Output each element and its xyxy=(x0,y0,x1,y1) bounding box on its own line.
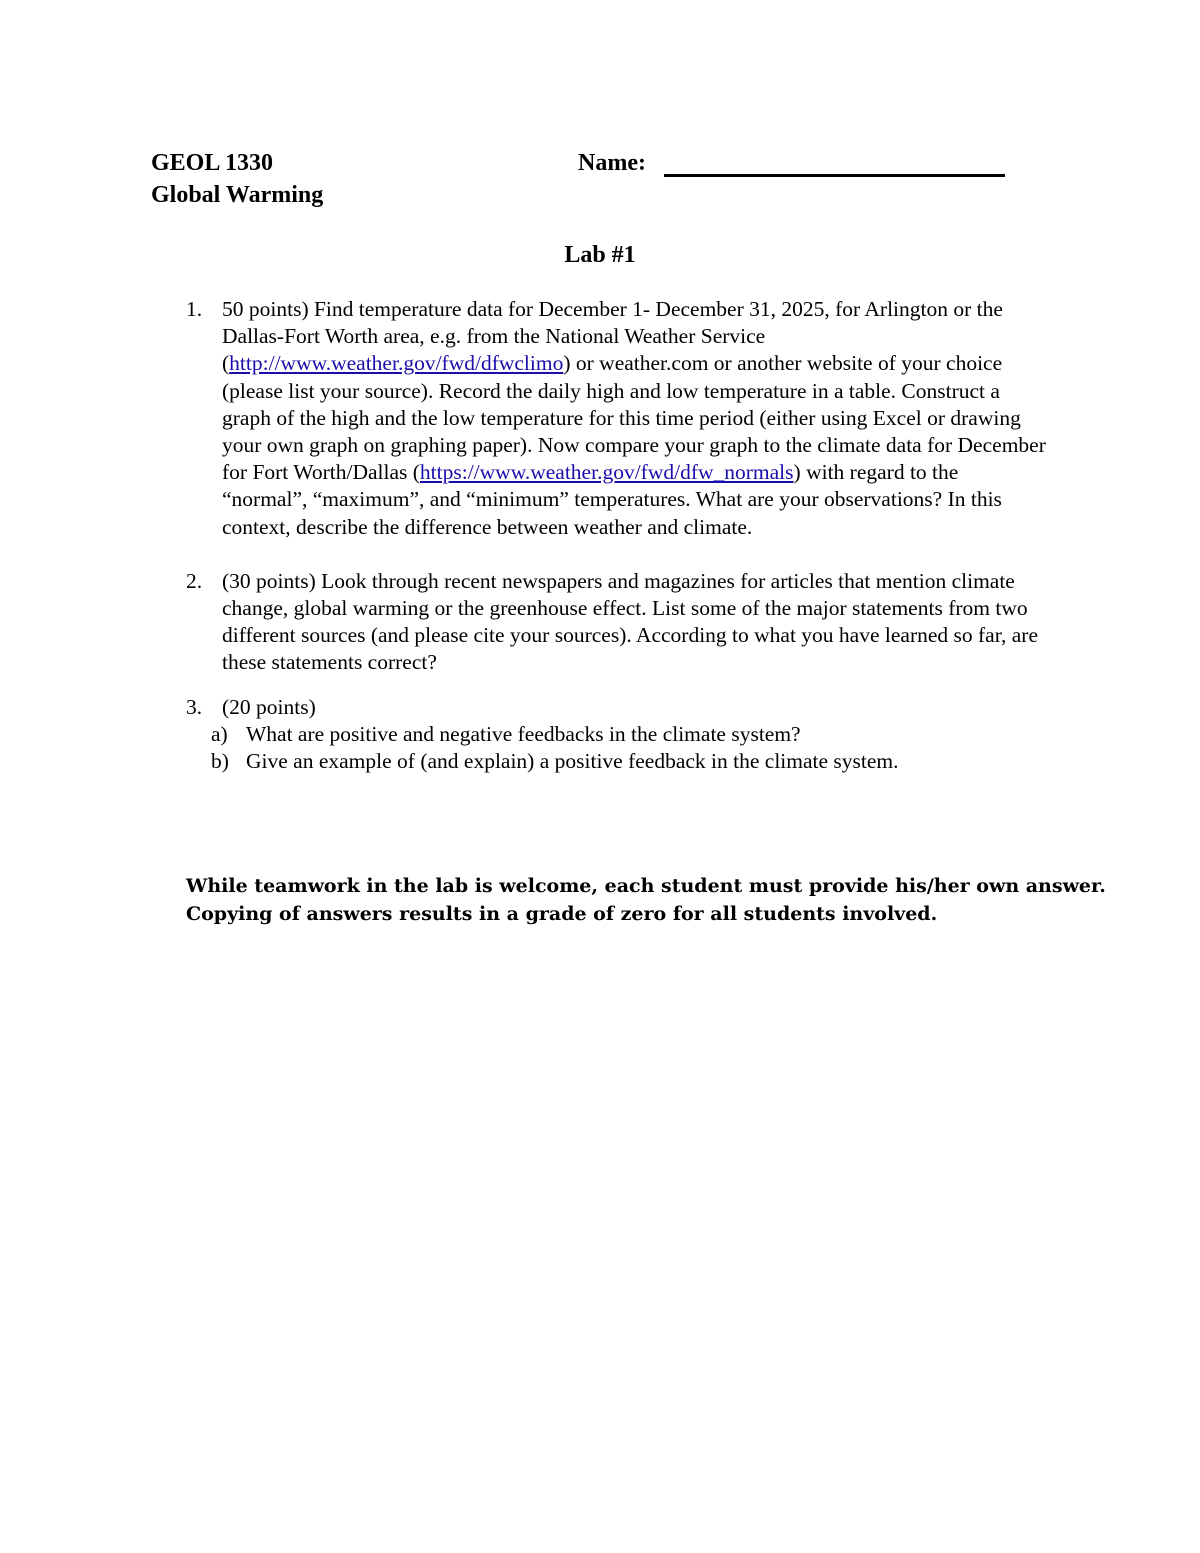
question-text: 50 points) Find temperature data for December 1- December 31, 2025, for Arlington or the Dallas-Fort Worth area, e.g. from the National Weather Service ( xyxy=(222,297,1003,376)
sub-question-a xyxy=(186,721,1046,748)
question-number: 1. xyxy=(186,297,203,321)
name-blank-line xyxy=(664,174,1005,177)
question-2 xyxy=(186,568,1046,677)
question-number: 3. xyxy=(186,694,203,719)
notice-line: While teamwork in the lab is welcome, each student must provide his/her own answer. xyxy=(186,875,1106,897)
question-list xyxy=(186,296,1046,775)
question-3 xyxy=(186,694,1046,776)
question-text: (20 points) xyxy=(222,694,316,719)
question-1 xyxy=(186,296,1046,541)
name-label: Name: xyxy=(578,150,646,176)
teamwork-notice xyxy=(186,873,1106,928)
course-title: Global Warming xyxy=(151,182,324,208)
question-text: ) or weather.com or another website of your choice (please list your source). Record the daily high and low temperature in a table. Construct a graph of the high and the low temperature for this time period (either using Excel or drawing your own graph on graphing paper). Now compare your graph to the climate data for December for Fort Worth/Dallas ( xyxy=(222,351,1046,485)
notice-line: Copying of answers results in a grade of zero for all students involved. xyxy=(186,902,938,925)
nws-climo-link[interactable]: http://www.weather.gov/fwd/dfwclimo xyxy=(229,351,564,376)
sub-question-letter: a) xyxy=(211,721,228,746)
sub-question-letter: b) xyxy=(211,749,229,774)
sub-question-text: What are positive and negative feedbacks in the climate system? xyxy=(246,721,801,746)
lab-title: Lab #1 xyxy=(564,242,636,268)
question-text: ) with regard to the “normal”, “maximum”, and “minimum” temperatures. What are your observations? In this context, describe the difference between weather and climate. xyxy=(222,460,1002,539)
sub-question-b xyxy=(186,748,1046,775)
course-code: GEOL 1330 xyxy=(151,150,274,176)
dfw-normals-link[interactable]: https://www.weather.gov/fwd/dfw_normals xyxy=(419,460,794,485)
question-text: (30 points) Look through recent newspapers and magazines for articles that mention climate change, global warming or the greenhouse effect. List some of the major statements from two different sources (and please cite your sources). According to what you have learned so far, are these statements correct? xyxy=(222,568,1039,675)
question-number: 2. xyxy=(186,568,203,593)
sub-question-text: Give an example of (and explain) a positive feedback in the climate system. xyxy=(246,749,899,774)
